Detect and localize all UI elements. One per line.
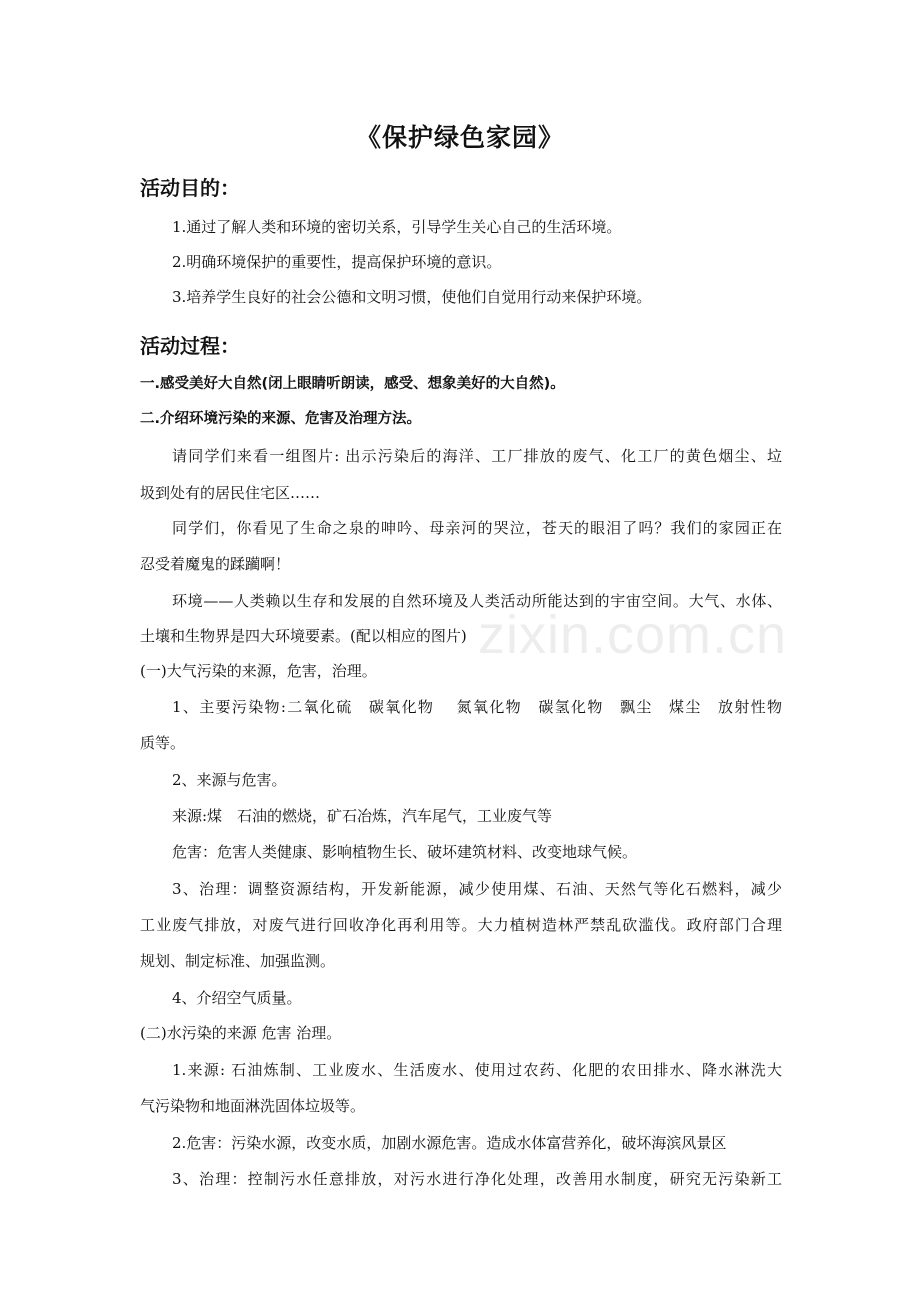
air-section-heading: (一)大气污染的来源，危害，治理。 (140, 662, 377, 680)
process-heading: 活动过程： (140, 334, 240, 358)
air-treatment-line-3: 规划、制定标准、加强监测。 (140, 952, 336, 970)
air-quality: 4、介绍空气质量。 (172, 989, 302, 1007)
air-treatment-line-1: 3、治理：调整资源结构，开发新能源，减少使用煤、石油、天然气等化石燃料，减少 (172, 880, 782, 898)
paragraph-environment-line-1: 环境——人类赖以生存和发展的自然环境及人类活动所能达到的宇宙空间。大气、水体、 (172, 592, 782, 610)
paragraph-heartfelt-line-1: 同学们，你看见了生命之泉的呻吟、母亲河的哭泣，苍天的眼泪了吗？我们的家园正在 (172, 519, 782, 537)
air-pollutants-line-1: 1、主要污染物:二氧化硫 碳氧化物 氮氧化物 碳氢化物 飘尘 煤尘 放射性物 (172, 698, 782, 716)
water-source-line-2: 气污染物和地面淋洗固体垃圾等。 (140, 1097, 366, 1115)
watermark: zixin.com.cn (478, 605, 788, 665)
purpose-item-3: 3.培养学生良好的社会公德和文明习惯，使他们自觉用行动来保护环境。 (172, 288, 652, 306)
paragraph-environment-line-2: 土壤和生物界是四大环境要素。(配以相应的图片) (140, 627, 467, 645)
paragraph-pictures-line-2: 圾到处有的居民住宅区…… (140, 484, 321, 502)
paragraph-pictures-line-1: 请同学们来看一组图片: 出示污染后的海洋、工厂排放的废气、化工厂的黄色烟尘、垃 (172, 447, 782, 465)
document-title: 《保护绿色家园》 (355, 123, 564, 152)
air-harm: 危害：危害人类健康、影响植物生长、破坏建筑材料、改变地球气候。 (172, 843, 638, 861)
air-pollutants-line-2: 质等。 (140, 734, 186, 752)
water-section-heading: (二)水污染的来源 危害 治理。 (140, 1024, 342, 1042)
air-treatment-line-2: 工业废气排放，对废气进行回收净化再利用等。大力植树造林严禁乱砍滥伐。政府部门合理 (140, 916, 782, 934)
water-source-line-1: 1.来源: 石油炼制、工业废水、生活废水、使用过农药、化肥的农田排水、降水淋洗大 (172, 1061, 782, 1079)
purpose-heading: 活动目的： (140, 176, 240, 200)
step-1: 一.感受美好大自然(闭上眼睛听朗读，感受、想象美好的大自然)。 (140, 376, 565, 392)
air-source: 来源:煤 石油的燃烧，矿石冶炼，汽车尾气，工业废气等 (172, 807, 553, 825)
paragraph-heartfelt-line-2: 忍受着魔鬼的蹂躏啊！ (140, 555, 291, 573)
air-source-heading: 2、来源与危害。 (172, 771, 287, 789)
water-harm: 2.危害：污染水源，改变水质，加剧水源危害。造成水体富营养化，破坏海滨风景区 (172, 1134, 727, 1152)
purpose-item-1: 1.通过了解人类和环境的密切关系，引导学生关心自己的生活环境。 (172, 218, 622, 236)
step-2: 二.介绍环境污染的来源、危害及治理方法。 (140, 411, 422, 427)
water-treatment-line-1: 3、治理：控制污水任意排放，对污水进行净化处理，改善用水制度，研究无污染新工 (172, 1170, 782, 1188)
purpose-item-2: 2.明确环境保护的重要性，提高保护环境的意识。 (172, 253, 502, 271)
